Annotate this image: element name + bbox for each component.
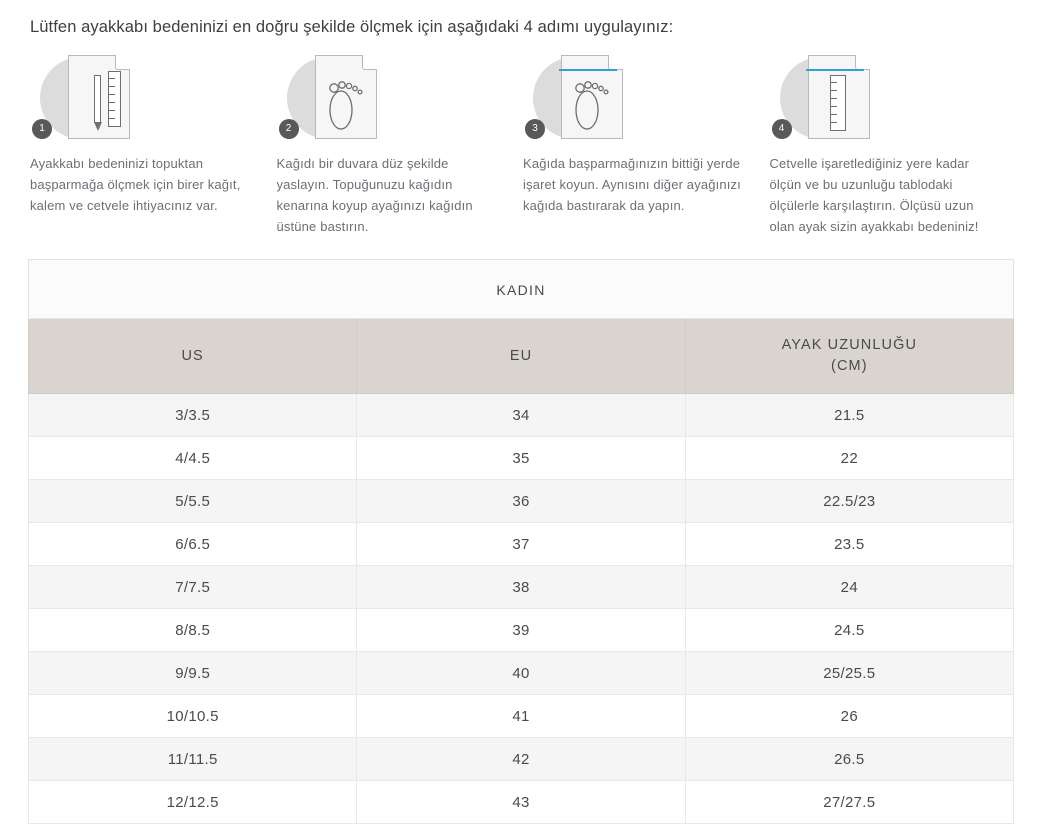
cell-eu: 43	[357, 781, 685, 824]
cell-eu: 39	[357, 609, 685, 652]
step-item	[275, 55, 522, 237]
cell-us: 3/3.5	[29, 394, 357, 437]
step-item	[28, 55, 275, 237]
cell-eu: 36	[357, 480, 685, 523]
step-number-badge: 4	[772, 119, 792, 139]
table-row	[29, 609, 1014, 652]
step-text: Kağıdı bir duvara düz şekilde yaslayın. Topuğunuzu kağıdın kenarına koyup ayağınızı kağıdın üstüne bastırın.	[276, 156, 473, 235]
cell-eu: 38	[357, 566, 685, 609]
cell-us: 9/9.5	[29, 652, 357, 695]
table-row	[29, 738, 1014, 781]
table-row	[29, 394, 1014, 437]
step-number-badge: 3	[525, 119, 545, 139]
column-header-foot-length-line1: AYAK UZUNLUĞU	[781, 337, 918, 354]
step-number-badge: 1	[32, 119, 52, 139]
column-header-us: US	[29, 319, 357, 394]
cell-us: 10/10.5	[29, 695, 357, 738]
table-row	[29, 566, 1014, 609]
cell-us: 12/12.5	[29, 781, 357, 824]
cell-eu: 37	[357, 523, 685, 566]
steps-list	[28, 55, 1014, 237]
cell-eu: 34	[357, 394, 685, 437]
size-chart-table	[28, 259, 1014, 824]
cell-cm: 27/27.5	[685, 781, 1013, 824]
paper-ruler-pencil-icon	[32, 55, 162, 141]
cell-us: 5/5.5	[29, 480, 357, 523]
step-item	[768, 55, 1015, 237]
paper-ruler-measure-icon	[772, 55, 902, 141]
table-row	[29, 781, 1014, 824]
cell-cm: 21.5	[685, 394, 1013, 437]
cell-cm: 22.5/23	[685, 480, 1013, 523]
column-header-foot-length	[685, 319, 1013, 394]
cell-us: 8/8.5	[29, 609, 357, 652]
cell-cm: 26.5	[685, 738, 1013, 781]
table-row	[29, 695, 1014, 738]
table-body	[29, 394, 1014, 824]
cell-eu: 41	[357, 695, 685, 738]
step-item	[521, 55, 768, 237]
step-text: Ayakkabı bedeninizi topuktan başparmağa ölçmek için birer kağıt, kalem ve cetvele ihtiyacınız var.	[30, 156, 241, 214]
ruler-shape	[108, 71, 121, 127]
cell-cm: 23.5	[685, 523, 1013, 566]
table-row	[29, 523, 1014, 566]
table-row	[29, 437, 1014, 480]
cell-cm: 24	[685, 566, 1013, 609]
table-row	[29, 652, 1014, 695]
step-text: Cetvelle işaretlediğiniz yere kadar ölçün ve bu uzunluğu tablodaki ölçülerle karşılaştırın. Ölçüsü uzun olan ayak sizin ayakkabı bedeniniz!	[769, 156, 979, 235]
cell-us: 6/6.5	[29, 523, 357, 566]
table-title: KADIN	[29, 260, 1014, 319]
paper-footprint-mark-icon	[525, 55, 655, 141]
cell-eu: 35	[357, 437, 685, 480]
cell-eu: 40	[357, 652, 685, 695]
pencil-shape	[94, 75, 101, 123]
cell-us: 7/7.5	[29, 566, 357, 609]
cell-us: 4/4.5	[29, 437, 357, 480]
cell-cm: 25/25.5	[685, 652, 1013, 695]
column-header-eu: EU	[357, 319, 685, 394]
cell-us: 11/11.5	[29, 738, 357, 781]
cell-cm: 22	[685, 437, 1013, 480]
table-header-row	[29, 319, 1014, 394]
column-header-foot-length-line2: (CM)	[831, 358, 868, 375]
table-title-row	[29, 260, 1014, 319]
cell-cm: 26	[685, 695, 1013, 738]
step-number-badge: 2	[279, 119, 299, 139]
page-title: Lütfen ayakkabı bedeninizi en doğru şekilde ölçmek için aşağıdaki 4 adımı uygulayınız:	[30, 18, 674, 36]
cell-cm: 24.5	[685, 609, 1013, 652]
step-text: Kağıda başparmağınızın bittiği yerde işaret koyun. Aynısını diğer ayağınızı kağıda bastırarak da yapın.	[523, 156, 741, 214]
cell-eu: 42	[357, 738, 685, 781]
table-row	[29, 480, 1014, 523]
paper-footprint-icon	[279, 55, 409, 141]
ruler-shape	[830, 75, 846, 131]
measure-line	[806, 69, 864, 71]
